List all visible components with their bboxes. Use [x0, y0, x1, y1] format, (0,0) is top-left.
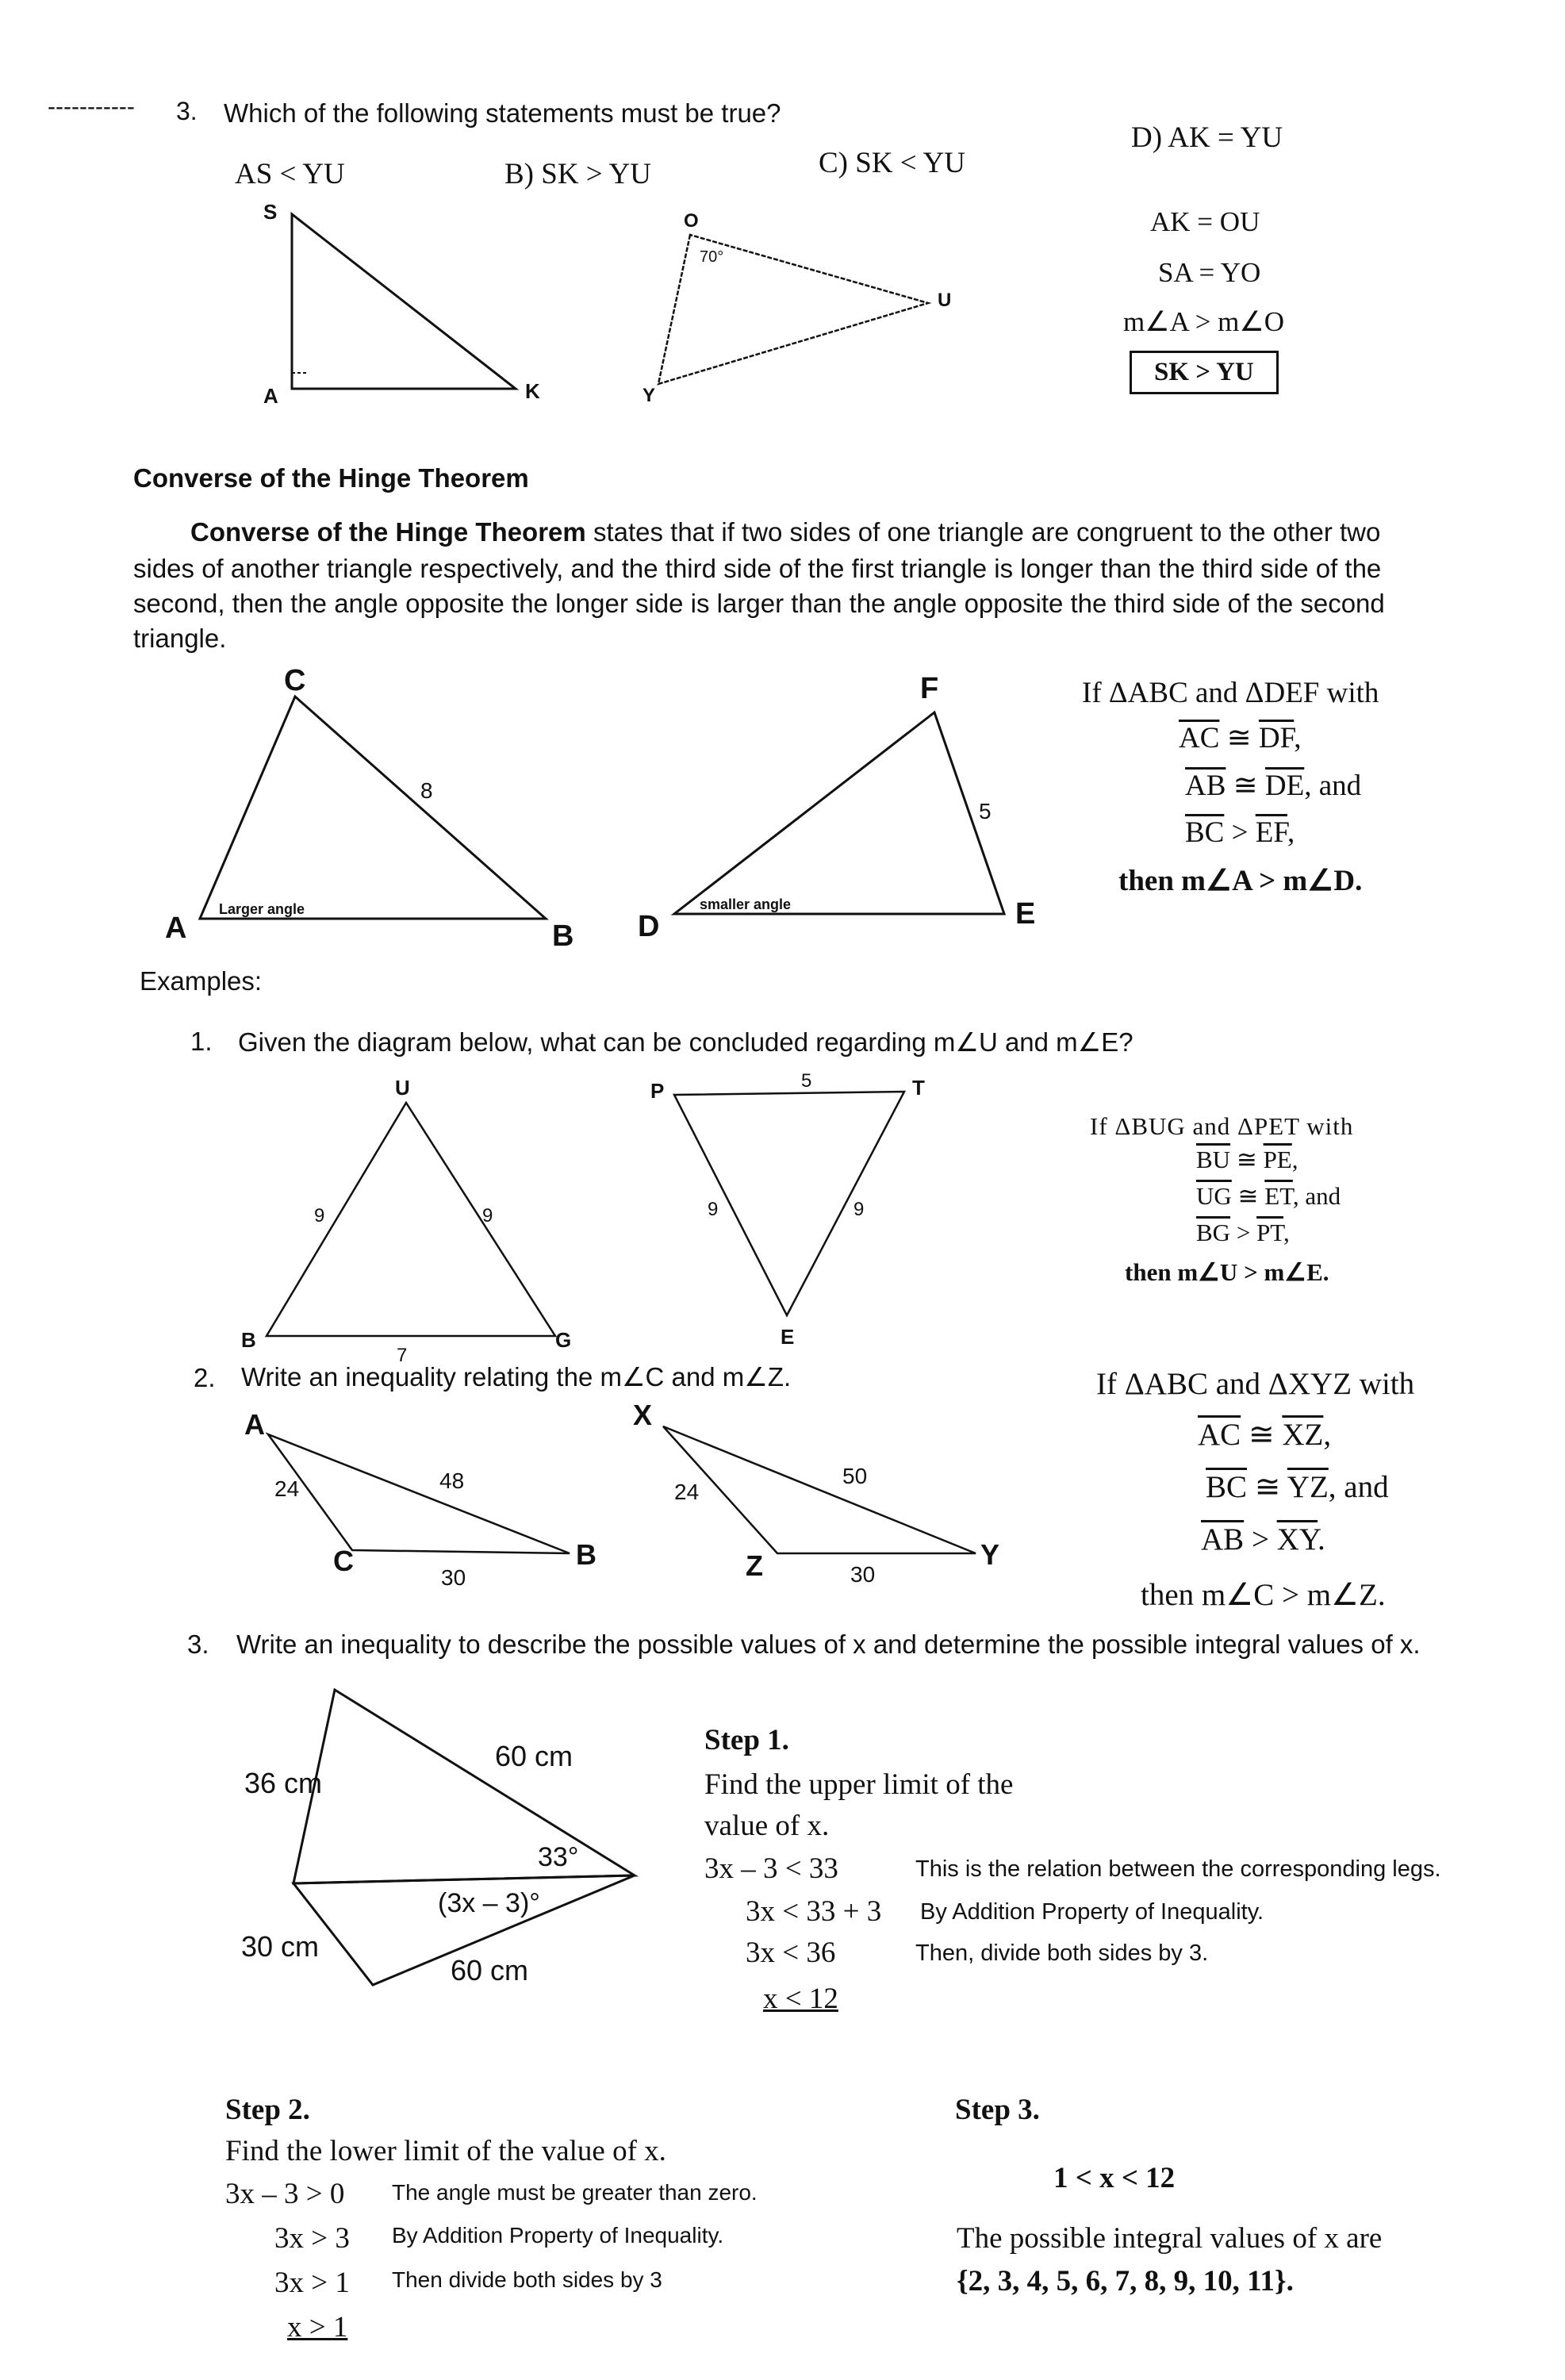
congruent-symbol: ≅ [1254, 1470, 1281, 1504]
triangle-abc-ex2-outline [268, 1434, 570, 1553]
side-xy-label: 50 [842, 1464, 868, 1488]
side-cb-label: 8 [420, 778, 433, 803]
triangle-oyu-outline [658, 235, 928, 384]
q3-dash: ----------- [48, 94, 135, 120]
segment-ug: $\overline{UG}$ [1196, 1182, 1232, 1210]
side-bu-label: 9 [314, 1205, 325, 1226]
larger-angle-label: Larger angle [219, 901, 305, 917]
vertex-e: E [781, 1325, 795, 1349]
converse-heading: Converse of the Hinge Theorem [133, 463, 529, 493]
row-tail: , [1283, 1219, 1290, 1246]
stmt-abc-xyz-row-2 [1206, 1469, 1389, 1505]
step2-title: Step 2. [225, 2094, 310, 2126]
segment-ab: $\overline{AB}$ [1185, 770, 1226, 802]
figure-triangle-abc-ex2 [230, 1398, 627, 1596]
vertex-b: B [576, 1538, 596, 1571]
step2-note-2: By Addition Property of Inequality. [392, 2223, 724, 2248]
vertex-t: T [912, 1076, 925, 1100]
vertex-d: D [638, 910, 660, 943]
side-pt-label: 5 [801, 1070, 812, 1092]
vertex-b: B [241, 1328, 256, 1352]
step2-note-1: The angle must be greater than zero. [392, 2180, 758, 2205]
row-tail: , [1294, 722, 1302, 754]
q3-choice-b: B) SK > YU [504, 158, 651, 190]
side-zy-label: 30 [850, 1562, 876, 1587]
side-bg-label: 7 [397, 1345, 408, 1365]
stmt-abc-def-if: If ΔABC and ΔDEF with [1082, 677, 1379, 709]
smaller-angle-label: smaller angle [700, 896, 792, 912]
stmt-bug-pet-row-2 [1196, 1182, 1341, 1211]
angle-3x-label: (3x – 3)° [438, 1888, 540, 1918]
converse-line-1 [190, 517, 1380, 547]
step2-eq-3: 3x > 1 [274, 2267, 350, 2299]
side-ab-label: 48 [439, 1468, 465, 1493]
q3-reason-3: m∠A > m∠O [1123, 306, 1285, 337]
q3-triangle-ask [238, 190, 595, 413]
ex3-number: 3. [187, 1630, 209, 1659]
segment-ac: $\overline{AC}$ [1179, 722, 1220, 754]
q3-choice-c: C) SK < YU [819, 147, 965, 179]
q3-number: 3. [176, 97, 198, 125]
vertex-e: E [1015, 897, 1036, 931]
stmt-abc-def-row-3 [1185, 816, 1295, 850]
step2-eq-2: 3x > 3 [274, 2222, 350, 2255]
congruent-symbol: ≅ [1237, 1182, 1259, 1210]
greater-symbol: > [1236, 1219, 1251, 1246]
step1-note-1: This is the relation between the corresponding legs. [915, 1856, 1441, 1882]
vertex-a: A [165, 912, 187, 945]
ex1-question: Given the diagram below, what can be concluded regarding m∠U and m∠E? [238, 1027, 1133, 1057]
segment-xy: $\overline{XY}$ [1276, 1522, 1318, 1557]
segment-ab: $\overline{AB}$ [1201, 1522, 1245, 1557]
converse-line-1-rest: states that if two sides of one triangle are congruent to the other two [593, 517, 1381, 547]
segment-pt: $\overline{PT}$ [1256, 1219, 1283, 1246]
vertex-y: Y [642, 385, 656, 405]
step1-note-2: By Addition Property of Inequality. [920, 1899, 1264, 1925]
stmt-abc-def-then: then m∠A > m∠D. [1118, 865, 1363, 897]
vertex-c: C [284, 664, 306, 697]
ex3-question: Write an inequality to describe the possible values of x and determine the possible integral values of x. [236, 1630, 1421, 1659]
step1-desc-1: Find the upper limit of the [704, 1768, 1014, 1801]
step3-conclusion-1: The possible integral values of x are [957, 2222, 1383, 2255]
segment-de: $\overline{DE}$ [1264, 770, 1305, 802]
q3-answer-box: SK > YU [1130, 351, 1279, 394]
q3-question: Which of the following statements must be true? [224, 98, 781, 128]
ex1-number: 1. [190, 1027, 213, 1056]
vertex-s: S [263, 200, 278, 224]
q3-choice-a: AS < YU [235, 158, 345, 190]
figure-triangle-bug [230, 1071, 611, 1365]
row-tail: , [1291, 1146, 1298, 1173]
q3-reason-1: AK = OU [1150, 206, 1260, 237]
vertex-u: U [395, 1076, 410, 1100]
stmt-abc-def-row-2 [1185, 768, 1361, 803]
step1-eq-2: 3x < 33 + 3 [746, 1895, 882, 1928]
vertex-a: A [244, 1408, 265, 1441]
figure-triangle-def [627, 658, 1071, 960]
triangle-abc-outline [200, 697, 546, 919]
q3-reason-2: SA = YO [1158, 257, 1261, 288]
converse-line-3: second, then the angle opposite the longer side is larger than the angle opposite the third side of the second [133, 589, 1385, 618]
figure-kite-ex3 [230, 1674, 674, 2007]
segment-ac: $\overline{AC}$ [1198, 1418, 1241, 1452]
step1-result: x < 12 [763, 1983, 838, 2015]
angle-33-label: 33° [538, 1842, 579, 1872]
side-te-label: 9 [853, 1199, 865, 1220]
top-right-side-label: 60 cm [495, 1740, 573, 1772]
step1-desc-2: value of x. [704, 1810, 830, 1842]
vertex-c: C [333, 1545, 354, 1577]
figure-triangle-abc [159, 658, 603, 960]
stmt-abc-xyz-then: then m∠C > m∠Z. [1141, 1578, 1386, 1612]
vertex-g: G [555, 1328, 572, 1352]
side-pe-label: 9 [708, 1199, 719, 1220]
vertex-o: O [684, 210, 699, 232]
step1-title: Step 1. [704, 1724, 789, 1756]
step3-conclusion-2: {2, 3, 4, 5, 6, 7, 8, 9, 10, 11}. [957, 2265, 1294, 2297]
vertex-k: K [525, 379, 540, 403]
segment-ef: $\overline{EF}$ [1255, 816, 1287, 849]
stmt-bug-pet-row-3 [1196, 1219, 1290, 1247]
vertex-a: A [263, 384, 278, 408]
ex2-question: Write an inequality relating the m∠C and m∠Z. [241, 1362, 792, 1392]
greater-symbol: > [1231, 816, 1249, 849]
q3-triangle-oyu [627, 206, 992, 405]
vertex-b: B [552, 919, 574, 953]
vertex-x: X [633, 1399, 653, 1431]
vertex-y: Y [980, 1538, 1000, 1571]
converse-line-2: sides of another triangle respectively, and the third side of the first triangle is longer than the third side of the [133, 554, 1382, 583]
bottom-left-side-label: 30 cm [241, 1930, 320, 1963]
figure-triangle-pet [635, 1063, 968, 1365]
vertex-u: U [938, 290, 952, 311]
congruent-symbol: ≅ [1233, 770, 1258, 802]
side-ug-label: 9 [482, 1205, 493, 1226]
vertex-p: P [650, 1079, 665, 1103]
congruent-symbol: ≅ [1226, 722, 1252, 754]
stmt-bug-pet-if: If ΔBUG and ΔPET with [1090, 1112, 1354, 1140]
top-left-side-label: 36 cm [244, 1767, 323, 1799]
segment-df: $\overline{DF}$ [1258, 722, 1295, 754]
segment-bu: $\overline{BU}$ [1196, 1146, 1231, 1173]
vertex-z: Z [746, 1549, 763, 1582]
triangle-bug-outline [267, 1103, 555, 1336]
stmt-abc-def-row-1 [1179, 720, 1302, 755]
step3-title: Step 3. [955, 2094, 1040, 2126]
row-tail: , and [1292, 1182, 1341, 1210]
step3-range: 1 < x < 12 [1053, 2162, 1176, 2194]
row-tail: , and [1304, 770, 1362, 802]
figure-triangle-xyz [627, 1398, 1055, 1596]
segment-et: $\overline{ET}$ [1264, 1182, 1293, 1210]
segment-bc: $\overline{BC}$ [1206, 1470, 1248, 1504]
step2-result: x > 1 [287, 2311, 348, 2344]
step2-desc: Find the lower limit of the value of x. [225, 2135, 666, 2167]
ex2-number: 2. [194, 1363, 216, 1392]
side-cb-label: 30 [441, 1565, 466, 1590]
angle-o-label: 70° [700, 248, 724, 266]
greater-symbol: > [1251, 1522, 1269, 1557]
examples-heading: Examples: [140, 966, 263, 996]
stmt-abc-xyz-row-1 [1198, 1417, 1331, 1453]
stmt-bug-pet-row-1 [1196, 1146, 1298, 1174]
side-ac-label: 24 [274, 1476, 300, 1501]
triangle-xyz-outline [663, 1426, 976, 1553]
triangle-sak-outline [292, 214, 516, 389]
step1-eq-1: 3x – 3 < 33 [704, 1852, 838, 1885]
step2-note-3: Then divide both sides by 3 [392, 2267, 662, 2292]
stmt-bug-pet-then: then m∠U > m∠E. [1125, 1258, 1329, 1286]
converse-lead: Converse of the Hinge Theorem [190, 517, 586, 547]
row-tail: , [1287, 816, 1295, 849]
segment-bc: $\overline{BC}$ [1185, 816, 1225, 849]
step1-eq-3: 3x < 36 [746, 1937, 836, 1969]
vertex-f: F [920, 672, 939, 705]
row-tail: , and [1328, 1470, 1389, 1504]
segment-pe: $\overline{PE}$ [1263, 1146, 1292, 1173]
side-xz-label: 24 [674, 1480, 700, 1504]
side-fe-label: 5 [979, 799, 992, 823]
converse-line-4: triangle. [133, 624, 227, 653]
row-tail: . [1318, 1522, 1325, 1557]
step1-note-3: Then, divide both sides by 3. [915, 1940, 1209, 1966]
row-tail: , [1323, 1418, 1332, 1452]
congruent-symbol: ≅ [1236, 1146, 1257, 1173]
segment-xz: $\overline{XZ}$ [1282, 1418, 1324, 1452]
stmt-abc-xyz-if: If ΔABC and ΔXYZ with [1096, 1367, 1415, 1401]
segment-yz: $\overline{YZ}$ [1287, 1470, 1329, 1504]
bottom-right-side-label: 60 cm [451, 1954, 529, 1987]
segment-bg: $\overline{BG}$ [1196, 1219, 1231, 1246]
q3-choice-d: D) AK = YU [1131, 121, 1283, 154]
stmt-abc-xyz-row-3 [1201, 1522, 1325, 1557]
triangle-def-outline [674, 712, 1004, 914]
congruent-symbol: ≅ [1248, 1418, 1275, 1452]
upper-triangle-outline [293, 1690, 635, 1883]
step2-eq-1: 3x – 3 > 0 [225, 2178, 345, 2210]
